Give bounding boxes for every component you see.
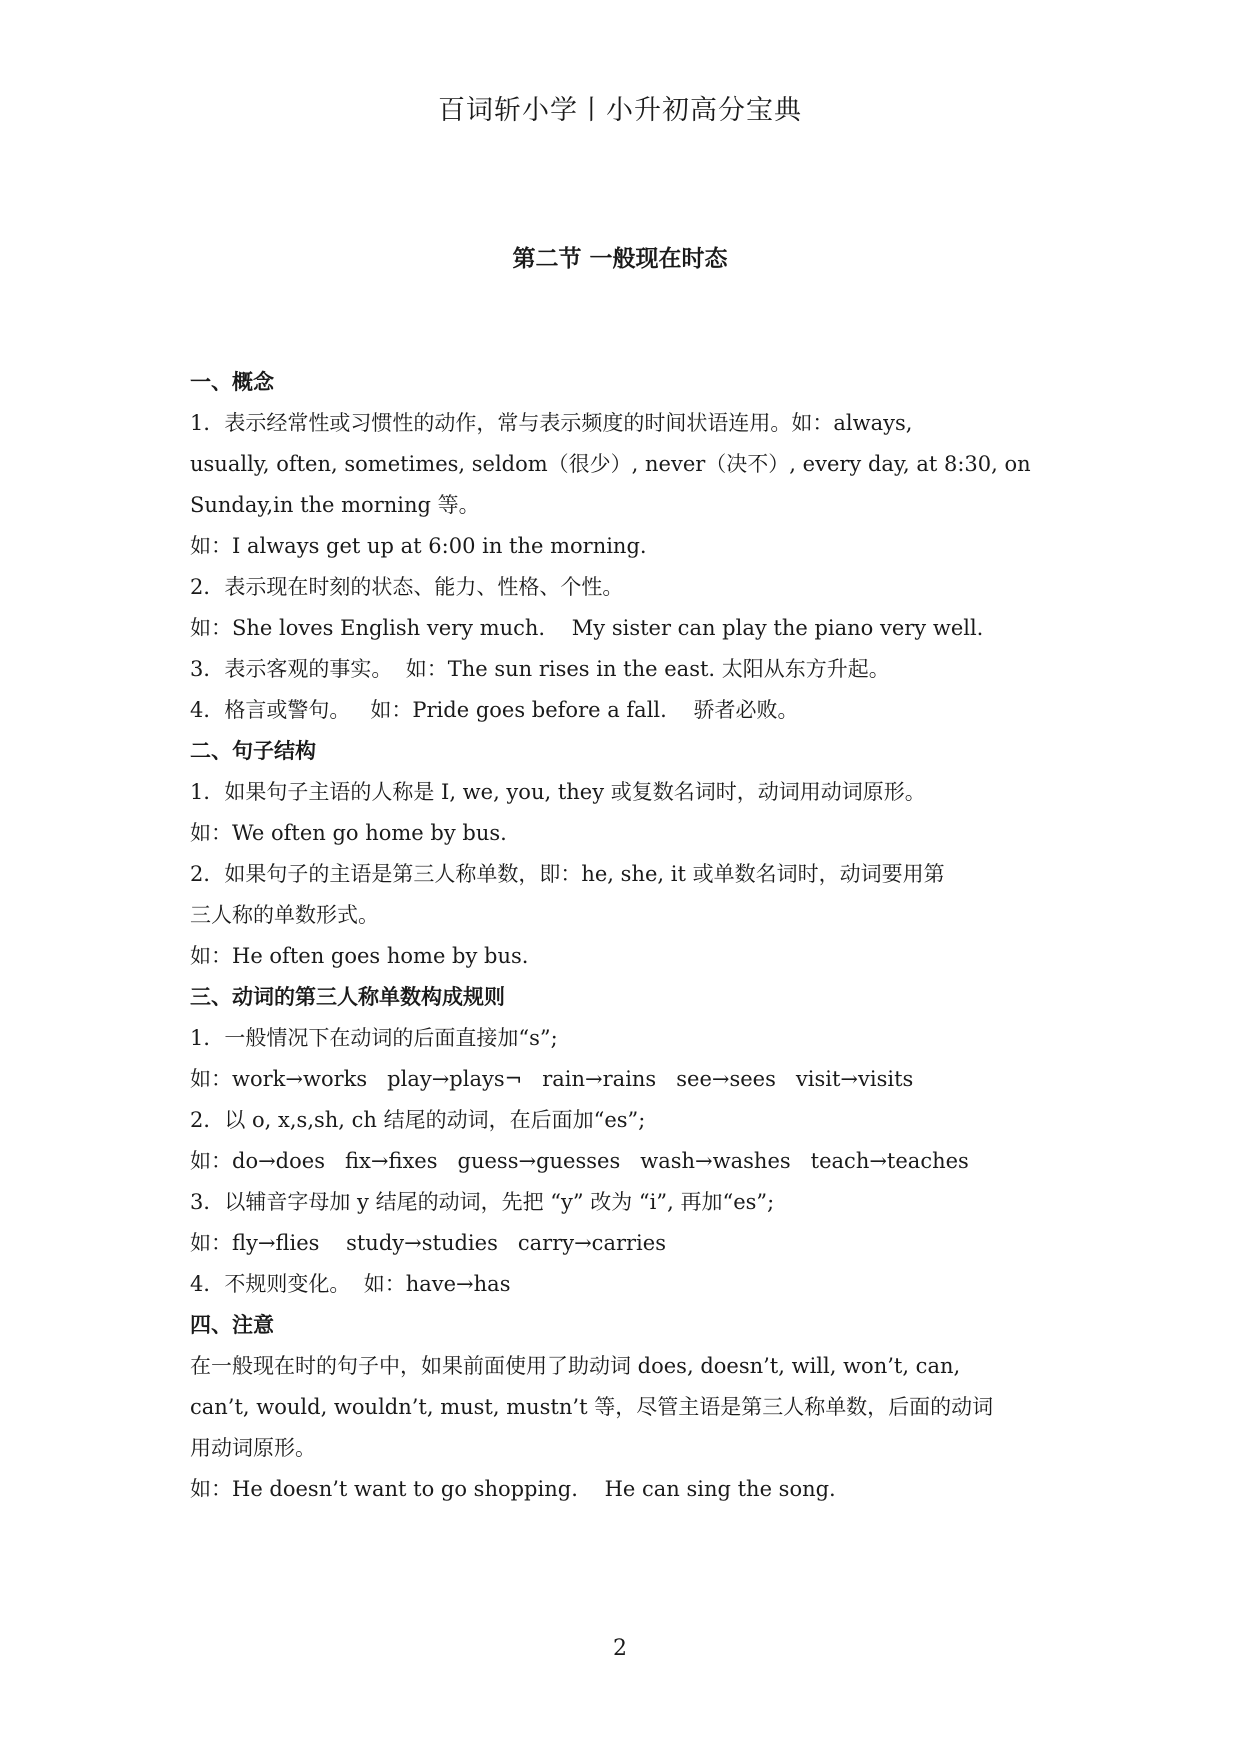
text-line: 1．一般情况下在动词的后面直接加“s”;	[190, 1026, 558, 1050]
text-line: 1．如果句子主语的人称是 I, we, you, they 或复数名词时，动词用动词原形。	[190, 780, 926, 804]
text-line: 如：He doesn’t want to go shopping. He can sing the song.	[190, 1477, 836, 1501]
text-line: 2．如果句子的主语是第三人称单数，即：he, she, it 或单数名词时，动词要用第	[190, 862, 945, 886]
page-number: 2	[613, 1636, 627, 1661]
text-line: 1．表示经常性或习惯性的动作，常与表示频度的时间状语连用。如：always,	[190, 411, 913, 435]
text-line: 3．表示客观的事实。 如：The sun rises in the east. 太阳从东方升起。	[190, 657, 890, 681]
document-body	[190, 362, 1070, 1510]
text-line: 用动词原形。	[190, 1436, 316, 1460]
text-line: 如：fly→flies study→studies carry→carries	[190, 1231, 666, 1255]
text-line: 如：She loves English very much. My sister can play the piano very well.	[190, 616, 984, 640]
text-line: 4．不规则变化。 如：have→has	[190, 1272, 511, 1296]
section-title: 第二节 一般现在时态	[512, 246, 728, 272]
text-line: 在一般现在时的句子中，如果前面使用了助动词 does, doesn’t, will, won’t, can,	[190, 1354, 961, 1378]
text-line: 4．格言或警句。 如：Pride goes before a fall. 骄者必败。	[190, 698, 799, 722]
text-line: 如：do→does fix→fixes guess→guesses wash→washes teach→teaches	[190, 1149, 969, 1173]
text-line: 如：We often go home by bus.	[190, 821, 507, 845]
text-line: 如：I always get up at 6:00 in the morning.	[190, 534, 647, 558]
text-line: 3．以辅音字母加 y 结尾的动词，先把 “y” 改为 “i”, 再加“es”;	[190, 1190, 775, 1214]
document-header: 百词斩小学丨小升初高分宝典	[438, 95, 802, 126]
text-line: 2．表示现在时刻的状态、能力、性格、个性。	[190, 575, 624, 599]
text-line: usually, often, sometimes, seldom（很少）, never（决不）, every day, at 8:30, on	[190, 452, 1031, 476]
text-line: 三人称的单数形式。	[190, 903, 379, 927]
text-line: Sunday,in the morning 等。	[190, 493, 480, 517]
text-line: can’t, would, wouldn’t, must, mustn’t 等，尽管主语是第三人称单数，后面的动词	[190, 1395, 994, 1419]
section-heading: 二、句子结构	[190, 739, 316, 763]
section-heading: 三、动词的第三人称单数构成规则	[190, 985, 505, 1009]
text-line: 2．以 o, x,s,sh, ch 结尾的动词，在后面加“es”;	[190, 1108, 646, 1132]
text-line: 如：He often goes home by bus.	[190, 944, 529, 968]
section-heading: 一、概念	[190, 370, 274, 394]
text-line: 如：work→works play→plays¬ rain→rains see→sees visit→visits	[190, 1067, 914, 1091]
section-heading: 四、注意	[190, 1313, 274, 1337]
